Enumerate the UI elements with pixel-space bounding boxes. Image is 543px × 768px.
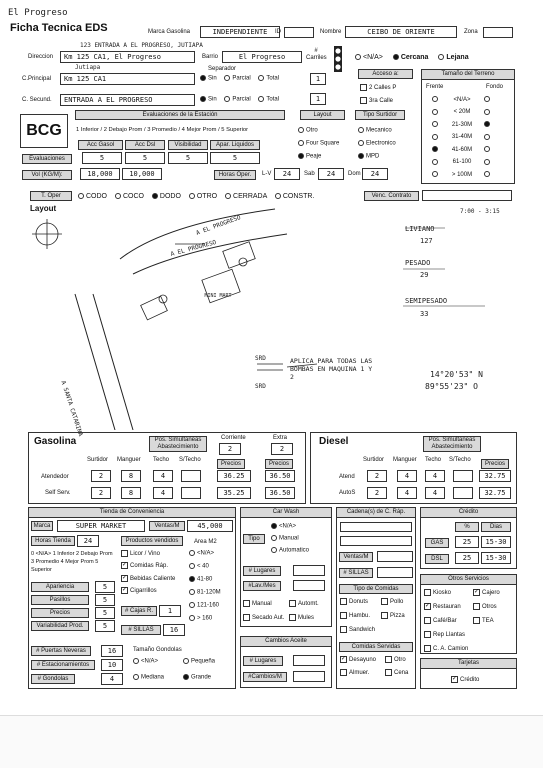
carwash-lugares-label: # Lugares (243, 566, 281, 576)
oper-coco[interactable] (115, 193, 121, 199)
carwash-section (240, 507, 332, 627)
separador-label: Separador (208, 66, 237, 72)
dsl-col-techo: Techo (425, 457, 442, 463)
lv-field[interactable]: 24 (274, 168, 300, 180)
credito-dsl-pct[interactable]: 25 (455, 552, 479, 564)
cajas-field[interactable]: 1 (159, 605, 181, 617)
cambios-section (240, 636, 332, 688)
surtidor-electronico[interactable]: Electronico (358, 140, 396, 147)
tienda-ventas-label: Ventas/M (149, 521, 185, 531)
carwash-title: Car Wash (241, 508, 331, 518)
area-label: Area M2 (194, 539, 217, 545)
terreno-row (432, 134, 492, 141)
separador-secund: Sin Parcial Total (200, 96, 279, 103)
rating-value[interactable]: 5 (95, 594, 115, 606)
fondo-radio[interactable] (484, 96, 490, 102)
dsl-au-techo[interactable]: 4 (425, 487, 445, 499)
credito-gas-pct[interactable]: 25 (455, 536, 479, 548)
direccion-field[interactable]: Km 125 CA1, El Progreso (60, 51, 195, 63)
dsl-col-precios: Precios (481, 459, 509, 469)
marca-label: Marca Gasolina (148, 29, 191, 35)
dsl-autos-label: AutoS (339, 490, 356, 496)
tam-gondolas-label: Tamaño Gondolas (133, 647, 182, 653)
tienda-marca-label: Marca (31, 521, 53, 531)
liviano-value: 127 (420, 237, 433, 245)
cambios-lugares-label: # Lugares (243, 656, 283, 666)
layout-sketch-title: Layout (30, 204, 57, 213)
gas-at-stecho[interactable] (181, 470, 201, 482)
tipo-donuts[interactable]: Donuts (340, 598, 368, 605)
principal-field[interactable]: Km 125 CA1 (60, 73, 195, 85)
carwash-chk-secado[interactable]: Secado Aut. (243, 614, 284, 621)
tienda-horas-field[interactable]: 24 (77, 535, 99, 547)
rating-label: Apariencia (31, 582, 89, 592)
otros-option[interactable]: Café/Bar (424, 617, 457, 624)
gas-price-1[interactable]: 36.25 (217, 470, 251, 482)
lv-label: L-V (262, 171, 272, 177)
acceso-option-2[interactable]: 3ra Calle (360, 97, 393, 104)
eval-visibilidad[interactable]: 5 (168, 152, 208, 164)
terreno-size-label: 41-60M (451, 146, 473, 153)
otros-option[interactable]: ✓ Restauran (425, 603, 461, 611)
col-visibilidad: Visibilidad (168, 140, 208, 150)
neveras-label: # Puertas Neveras (31, 646, 91, 656)
carwash-manual[interactable]: Manual (271, 535, 299, 542)
lejana-radio[interactable] (438, 54, 444, 60)
frente-radio[interactable] (432, 109, 438, 115)
tienda-horas-label: Horas Tienda (31, 536, 75, 546)
cadena-name-2[interactable] (340, 536, 412, 546)
bleed-through-strip (0, 715, 543, 768)
frente-radio[interactable] (432, 134, 438, 140)
gas-at-techo[interactable]: 4 (153, 470, 173, 482)
fondo-radio[interactable] (484, 134, 490, 140)
cambios-mes-field[interactable] (293, 671, 325, 682)
vol-label: Vol (KG/M): (22, 170, 72, 180)
tarjetas-title: Tarjetas (421, 659, 516, 669)
semipesado-label: SEMIPESADO (405, 297, 448, 305)
carwash-chk-mules[interactable]: Mules (289, 614, 314, 621)
dom-label: Dom (348, 171, 361, 177)
gas-self-techo[interactable]: 4 (153, 487, 173, 499)
neveras-field[interactable]: 16 (101, 645, 123, 657)
mart-label: MINI MART (204, 293, 232, 299)
zona-label: Zona (464, 29, 478, 35)
gas-col-surtidor: Surtidor (87, 457, 109, 463)
corriente-label: Corriente (221, 435, 246, 441)
dsl-col-manguer: Manguer (393, 457, 417, 463)
venc-field[interactable] (422, 190, 512, 201)
estac-field[interactable]: 10 (101, 659, 123, 671)
tipo-comidas-title: Tipo de Comidas (339, 584, 413, 594)
dsl-col-stecho: S/Techo (449, 457, 471, 463)
gondolas-field[interactable]: 4 (101, 673, 123, 685)
na-radio[interactable] (355, 54, 361, 60)
terreno-title: Tamaño del Terreno (422, 70, 514, 80)
dsl-au-precio[interactable]: 32.75 (479, 487, 511, 499)
diesel-title: Diesel (319, 436, 349, 447)
dsl-atend-label: Atend (339, 474, 355, 480)
otros-section (420, 574, 517, 654)
credito-pct-label: % (455, 522, 479, 532)
dsl-au-stecho[interactable] (453, 487, 473, 499)
tienda-title: Tienda de Conveniencia (29, 508, 235, 518)
oper-options: CODO COCO DODO OTRO CERRADA CONSTR. (78, 193, 314, 200)
tarjeta-credito[interactable]: ✓ Crédito (452, 676, 480, 684)
carwash-na[interactable]: <N/A> (271, 523, 296, 530)
dom-field[interactable]: 24 (362, 168, 388, 180)
tam-grande[interactable]: Grande (183, 674, 211, 681)
carwash-lugares-field[interactable] (293, 565, 325, 576)
terreno-section (421, 69, 515, 184)
terreno-row (432, 159, 492, 166)
sketch-drawing (25, 204, 525, 430)
total-radio-2[interactable] (258, 96, 264, 102)
carwash-lav-field[interactable] (293, 580, 325, 591)
rating-label: Precios (31, 608, 89, 618)
dsl-at-manguer[interactable]: 4 (397, 470, 417, 482)
cadena-ventas-field[interactable] (377, 551, 413, 562)
principal-label: C.Principal (22, 76, 52, 82)
col-acc-gasol: Acc Gasol (78, 140, 123, 150)
oper-title: T. Oper (30, 191, 72, 201)
eval-apar-liquidos[interactable]: 5 (210, 152, 260, 164)
cajas-label: # Cajas R. (121, 606, 157, 616)
cadena-sillas-label: # SILLAS (339, 568, 373, 578)
corriente-field[interactable]: 2 (219, 443, 241, 455)
credito-gas-dias[interactable]: 15-30 (481, 536, 511, 548)
carwash-chk-automt[interactable]: Automt. (289, 600, 319, 607)
comida-desayuno[interactable]: ✓ Desayuno (341, 656, 377, 664)
terreno-size-label: 21-30M (451, 121, 473, 128)
credito-dias-label: Dias (481, 522, 511, 532)
gondolas-label: # Gondolas (31, 674, 75, 684)
gas-col-techo: Techo (153, 457, 170, 463)
traffic-light-icon (332, 46, 344, 72)
coords-w: 89°55'23" O (425, 382, 478, 391)
cadena-name-1[interactable] (340, 522, 412, 532)
prod-cigarrillos[interactable]: ✓ Cigarrillos (122, 587, 157, 595)
cambios-title: Cambios Aceite (241, 637, 331, 647)
cadena-section (336, 507, 416, 689)
gas-self-stecho[interactable] (181, 487, 201, 499)
area-option[interactable]: 81-120M (189, 589, 221, 596)
tipo-pollo[interactable]: Pollo (381, 598, 403, 605)
gas-at-manguer[interactable]: 8 (121, 470, 141, 482)
tipo-sandwich[interactable]: Sandwich (340, 626, 375, 633)
estac-label: # Estacionamientos (31, 660, 95, 670)
srd-label-1: SRD (255, 355, 266, 362)
tam-pequena[interactable]: Pequeña (183, 658, 215, 665)
parcial-radio-2[interactable] (224, 96, 230, 102)
horas-label: Horas Oper. (214, 170, 256, 180)
dsl-au-manguer[interactable]: 4 (397, 487, 417, 499)
atendedor-label: Atendedor (41, 474, 69, 480)
col-acc-dsl: Acc Dsl (125, 140, 165, 150)
liviano-label: LIVIANO (405, 225, 435, 233)
carwash-chk-manual[interactable]: Manual (243, 600, 272, 607)
terreno-row (432, 121, 492, 128)
carwash-lav-label: #Lav./Mes (243, 581, 281, 591)
cadena-title: Cadena(s) de C. Ráp. (337, 508, 415, 518)
fondo-radio[interactable] (484, 109, 490, 115)
precios-label-1: Precios (217, 459, 245, 469)
credito-gas-label: GAS (425, 538, 449, 548)
diesel-section (310, 432, 517, 504)
comida-almuerzo[interactable]: Almuer. (340, 669, 369, 676)
dsl-au-surtidor[interactable]: 2 (367, 487, 387, 499)
area-option[interactable]: <N/A> (189, 550, 214, 557)
secund-field[interactable]: ENTRADA A EL PROGRESO (60, 94, 195, 106)
layout-peaje[interactable]: Peaje (298, 153, 321, 160)
ubicacion-options: <N/A> Cercana Lejana (355, 54, 469, 61)
prod-bebidas[interactable]: ✓ Bebidas Caliente (122, 575, 176, 583)
terreno-row (432, 146, 492, 153)
fondo-radio[interactable] (484, 171, 490, 177)
surtidor-mecanico[interactable]: Mecanico (358, 127, 392, 134)
vol-field-2[interactable]: 10,000 (122, 168, 162, 180)
prod-comidas[interactable]: ✓ Comidas Ráp. (122, 562, 169, 570)
sab-field[interactable]: 24 (318, 168, 344, 180)
frente-label: Frente (426, 84, 444, 90)
layout-otro[interactable]: Otro (298, 127, 318, 134)
cambios-lugares-field[interactable] (293, 655, 325, 666)
gasolina-title: Gasolina (34, 436, 77, 447)
eval-scale: 1 Inferior / 2 Debajo Prom / 3 Promedio / 4 Mejor Prom / 5 Superior (76, 127, 249, 133)
layout-four-square[interactable]: Four Square (298, 140, 339, 147)
gas-col-manguer: Manguer (117, 457, 141, 463)
oper-cerrada[interactable] (225, 193, 231, 199)
precios-label-2: Precios (265, 459, 293, 469)
terreno-size-label: > 100M (451, 171, 473, 178)
acceso-title: Acceso a: (358, 69, 413, 79)
cambios-mes-label: #Cambios/M (243, 672, 287, 682)
sab-label: Sab (304, 171, 315, 177)
gas-price-2[interactable]: 36.50 (265, 470, 295, 482)
cadena-sillas-field[interactable] (377, 567, 413, 578)
fondo-radio[interactable] (484, 146, 490, 152)
cadena-ventas-label: Ventas/M (339, 552, 373, 562)
rating-label: Pasillos (31, 595, 89, 605)
self-label: Self Serv. (45, 490, 71, 496)
semipesado-value: 33 (420, 310, 429, 318)
dsl-at-precio[interactable]: 32.75 (479, 470, 511, 482)
marca-field[interactable]: INDEPENDIENTE (200, 26, 280, 38)
col-apar-liquidos: Apar. Liquidos (210, 140, 260, 150)
credito-section (420, 507, 517, 569)
terreno-row (432, 109, 492, 116)
rating-label: Variabilidad Prod. (31, 621, 89, 631)
gas-self-surtidor[interactable]: 2 (91, 487, 111, 499)
diesel-pos-sim: Pos. Simultaneas Abastecimiento (423, 436, 481, 452)
zona-field[interactable] (483, 27, 513, 38)
credito-dsl-label: DSL (425, 554, 449, 564)
road-label-2: A EL PROGRESO (169, 239, 218, 258)
otros-option[interactable]: ✓ Cajero (474, 589, 500, 597)
rating-value[interactable]: 5 (95, 607, 115, 619)
oper-constr[interactable] (275, 193, 281, 199)
productos-title: Productos vendidos (121, 536, 183, 546)
parcial-radio-1[interactable] (224, 75, 230, 81)
otros-option[interactable]: Otros (473, 603, 497, 610)
otros-option[interactable]: Rep Llantas (424, 631, 465, 638)
tienda-sillas-field[interactable]: 16 (163, 624, 185, 636)
road-label-3: A SANTA CATARINA (59, 380, 84, 438)
rating-value[interactable]: 5 (95, 620, 115, 632)
pesado-value: 29 (420, 271, 429, 279)
pumps-note: APLICA PARA TODAS LAS BOMBAS EN MAQUINA 1 Y 2 (290, 357, 373, 381)
carwash-automatico[interactable]: Automatico (271, 547, 309, 554)
carriles-label: # Carriles (306, 48, 327, 61)
srd-label-2: SRD (255, 383, 266, 390)
terreno-size-label: 31-40M (451, 134, 473, 141)
dsl-at-techo[interactable]: 4 (425, 470, 445, 482)
surtidor-mpd[interactable]: MPD (358, 153, 379, 160)
secund-label: C. Secund. (22, 97, 52, 103)
evaluaciones-label: Evaluaciones (22, 154, 72, 164)
layout-title: Layout (300, 110, 345, 120)
barrio-field[interactable]: El Progreso (222, 51, 302, 63)
total-radio-1[interactable] (258, 75, 264, 81)
area-option[interactable]: 121-160 (189, 602, 219, 609)
tam-na[interactable]: <N/A> (133, 658, 158, 665)
fondo-radio[interactable] (484, 159, 490, 165)
tipo-pizza[interactable]: Pizza (381, 612, 405, 619)
acceso-option-1[interactable]: 2 Calles P (360, 84, 396, 91)
handwritten-title: El Progreso (8, 8, 68, 18)
comida-otro[interactable]: Otro (385, 656, 406, 663)
terreno-row (432, 96, 492, 103)
id-label: ID (275, 29, 281, 35)
bcg-logo: BCG (20, 114, 68, 148)
layout-sketch (25, 204, 525, 430)
extra-label: Extra (273, 435, 288, 441)
barrio-label: Barrio (202, 54, 219, 60)
otros-option[interactable]: TEA (473, 617, 494, 624)
coords-n: 14°20'53" N (430, 370, 483, 379)
otros-title: Otros Servicios (421, 575, 516, 585)
counts-header: 7:00 - 3:15 (460, 208, 500, 215)
extra-field[interactable]: 2 (271, 443, 293, 455)
dsl-col-surtidor: Surtidor (363, 457, 385, 463)
surtidor-title: Tipo Surtidor (355, 110, 405, 120)
credito-dsl-dias[interactable]: 15-30 (481, 552, 511, 564)
frente-radio[interactable] (432, 171, 438, 177)
form-title: Ficha Tecnica EDS (10, 22, 108, 34)
direccion-label: Direccion (28, 54, 54, 60)
direccion-note2: Jutiapa (75, 64, 101, 71)
carriles-field-1[interactable]: 1 (310, 73, 326, 85)
gas-col-stecho: S/Techo (179, 457, 201, 463)
oper-codo[interactable] (78, 193, 84, 199)
prod-licor[interactable]: Licor / Vino (121, 550, 160, 557)
tipo-hambu[interactable]: Hambu. (340, 612, 370, 619)
gas-price-4[interactable]: 36.50 (265, 487, 295, 499)
sin-radio-2[interactable] (200, 96, 206, 102)
id-field[interactable] (284, 27, 314, 38)
fondo-label: Fondo (486, 84, 504, 90)
terreno-size-label: < 20M (453, 109, 471, 116)
oper-otro[interactable] (189, 193, 195, 199)
separador-principal: Sin Parcial Total (200, 75, 279, 82)
area-option[interactable]: 41-80 (189, 576, 212, 583)
road-label-1: A EL PROGRESO (195, 214, 242, 237)
pesado-label: PESADO (405, 259, 431, 267)
dsl-at-stecho[interactable] (453, 470, 473, 482)
vol-field-1[interactable]: 18,000 (80, 168, 120, 180)
eval-acc-dsl[interactable]: 5 (125, 152, 165, 164)
cercana-radio[interactable] (393, 54, 399, 60)
terreno-size-label: 61-100 (452, 159, 472, 166)
frente-radio[interactable] (432, 146, 438, 152)
carriles-field-2[interactable]: 1 (310, 93, 326, 105)
comidas-servidas-title: Comidas Servidas (339, 642, 413, 652)
gasolina-section (28, 432, 306, 504)
tienda-marca-field[interactable]: SUPER MARKET (57, 520, 145, 532)
oper-dodo[interactable] (152, 193, 158, 199)
nombre-field[interactable]: CEIBO DE ORIENTE (345, 26, 457, 38)
venc-contrato: Venc. Contrato (364, 191, 419, 201)
area-option[interactable]: > 160 (189, 615, 212, 622)
frente-radio[interactable] (432, 121, 438, 127)
tarjetas-section (420, 658, 517, 689)
tam-mediana[interactable]: Mediana (133, 674, 164, 681)
gas-self-manguer[interactable]: 8 (121, 487, 141, 499)
fondo-radio[interactable] (484, 121, 490, 127)
terreno-size-label: <N/A> (453, 96, 471, 103)
otros-option[interactable]: Kiosko (424, 589, 451, 596)
carwash-tipo-label: Tipo (243, 534, 265, 544)
otros-option[interactable]: C. A. Camion (424, 645, 468, 652)
sin-radio-1[interactable] (200, 75, 206, 81)
direccion-note: 123 ENTRADA A EL PROGRESO, JUTIAPA (80, 42, 203, 49)
terreno-row (432, 171, 492, 178)
gasolina-pos-sim: Pos. Simultaneas Abastecimiento (149, 436, 207, 452)
area-option[interactable]: < 40 (189, 563, 209, 570)
dsl-at-surtidor[interactable]: 2 (367, 470, 387, 482)
frente-radio[interactable] (432, 96, 438, 102)
tienda-sillas-label: # SILLAS (121, 625, 161, 635)
gas-at-surtidor[interactable]: 2 (91, 470, 111, 482)
gas-price-3[interactable]: 35.25 (217, 487, 251, 499)
frente-radio[interactable] (432, 159, 438, 165)
comida-cena[interactable]: Cena (385, 669, 408, 676)
tienda-scale: 0 <N/A> 1 Inferior 2 Debajo Prom 3 Promedio 4 Mejor Prom 5 Superior (31, 551, 113, 573)
rating-value[interactable]: 5 (95, 581, 115, 593)
tienda-ventas-field[interactable]: 45,000 (187, 520, 233, 532)
credito-title: Crédito (421, 508, 516, 518)
eval-title: Evaluaciones de la Estación (75, 110, 285, 120)
tienda-section (28, 507, 236, 689)
eval-acc-gasol[interactable]: 5 (82, 152, 122, 164)
nombre-label: Nombre (320, 29, 342, 35)
